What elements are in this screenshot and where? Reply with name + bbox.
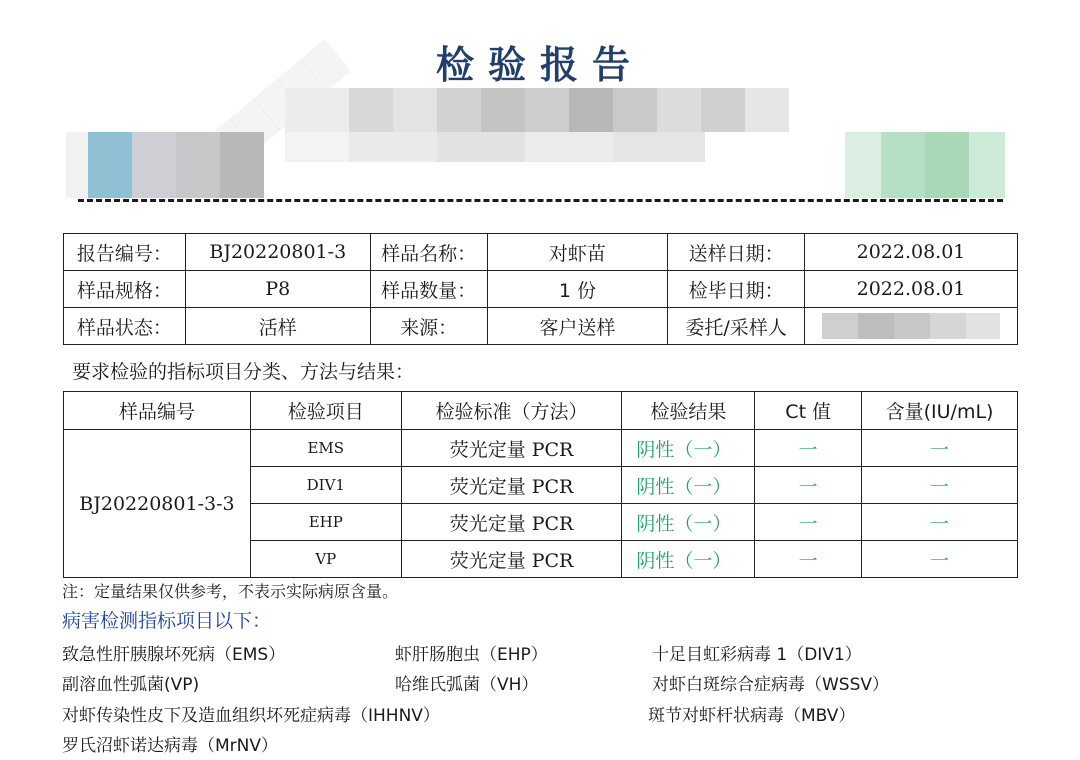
report-title: 检验报告 [435,43,644,87]
pathogen-item: 对虾白斑综合症病毒（WSSV） [652,675,890,695]
item-cell: EHP [250,504,401,541]
table-row [64,271,1018,308]
report-no-value: BJ20220801-3 [185,234,370,271]
ct-cell: 一 [755,504,862,541]
item-cell: DIV1 [250,467,401,504]
sampler-label: 委托/采样人 [668,308,805,345]
report-no-label: 报告编号： [64,234,186,271]
header-ct: Ct 值 [755,392,862,430]
redacted-right-logo [845,132,1005,198]
header-result: 检验结果 [622,392,755,430]
ct-cell: 一 [755,430,862,467]
sample-name-value: 对虾苗 [487,234,668,271]
header-item: 检验项目 [250,392,401,430]
pathogen-item: 致急性肝胰腺坏死病（EMS） [62,645,286,665]
sample-name-label: 样品名称： [370,234,487,271]
results-table [63,391,1018,578]
section-title: 要求检验的指标项目分类、方法与结果： [72,361,415,383]
ct-cell: 一 [755,541,862,578]
pathogen-item: 十足目虹彩病毒 1（DIV1） [652,645,862,665]
redacted-org-name [285,88,793,132]
footnote: 注：定量结果仅供参考，不表示实际病原含量。 [62,582,399,601]
method-cell: 荧光定量 PCR [401,504,622,541]
result-cell: 阴性（一） [622,430,755,467]
header-method: 检验标准（方法） [401,392,622,430]
content-cell: 一 [862,504,1018,541]
quantity-value: 1 份 [487,271,668,308]
content-cell: 一 [862,467,1018,504]
table-header-row [64,392,1018,430]
quantity-label: 样品数量： [370,271,487,308]
result-cell: 阴性（一） [622,541,755,578]
send-date-label: 送样日期： [668,234,805,271]
result-cell: 阴性（一） [622,467,755,504]
table-row [64,430,1018,467]
item-cell: EMS [250,430,401,467]
pathogen-item: 虾肝肠胞虫（EHP） [395,645,548,665]
pathogen-item: 罗氏沼虾诺达病毒（MrNV） [62,736,279,756]
redacted-left-logo [66,132,264,198]
pathogen-item: 斑节对虾杆状病毒（MBV） [648,706,856,726]
header-content: 含量(IU/mL) [862,392,1018,430]
state-label: 样品状态： [64,308,186,345]
sample-id-cell: BJ20220801-3-3 [64,430,251,578]
finish-date-value: 2022.08.01 [805,271,1018,308]
table-row [64,234,1018,271]
ct-cell: 一 [755,467,862,504]
watermark: ▇▇▇▇▇ [203,35,351,171]
method-cell: 荧光定量 PCR [401,541,622,578]
content-cell: 一 [862,541,1018,578]
source-label: 来源： [370,308,487,345]
state-value: 活样 [185,308,370,345]
send-date-value: 2022.08.01 [805,234,1018,271]
header-sample-id: 样品编号 [64,392,251,430]
spec-label: 样品规格： [64,271,186,308]
source-value: 客户送样 [487,308,668,345]
result-cell: 阴性（一） [622,504,755,541]
spec-value: P8 [185,271,370,308]
header-divider [78,199,1003,202]
content-cell: 一 [862,430,1018,467]
pathogen-item: 副溶血性弧菌(VP) [62,675,200,695]
item-cell: VP [250,541,401,578]
sample-info-table [63,233,1018,345]
pathogen-item: 哈维氏弧菌（VH） [395,675,539,695]
pathogens-title: 病害检测指标项目以下： [62,610,272,632]
sampler-value-redacted [805,308,1018,345]
redacted-org-sub [285,132,705,162]
table-row [64,308,1018,345]
method-cell: 荧光定量 PCR [401,467,622,504]
method-cell: 荧光定量 PCR [401,430,622,467]
finish-date-label: 检毕日期： [668,271,805,308]
pathogen-item: 对虾传染性皮下及造血组织坏死症病毒（IHHNV） [62,706,440,726]
